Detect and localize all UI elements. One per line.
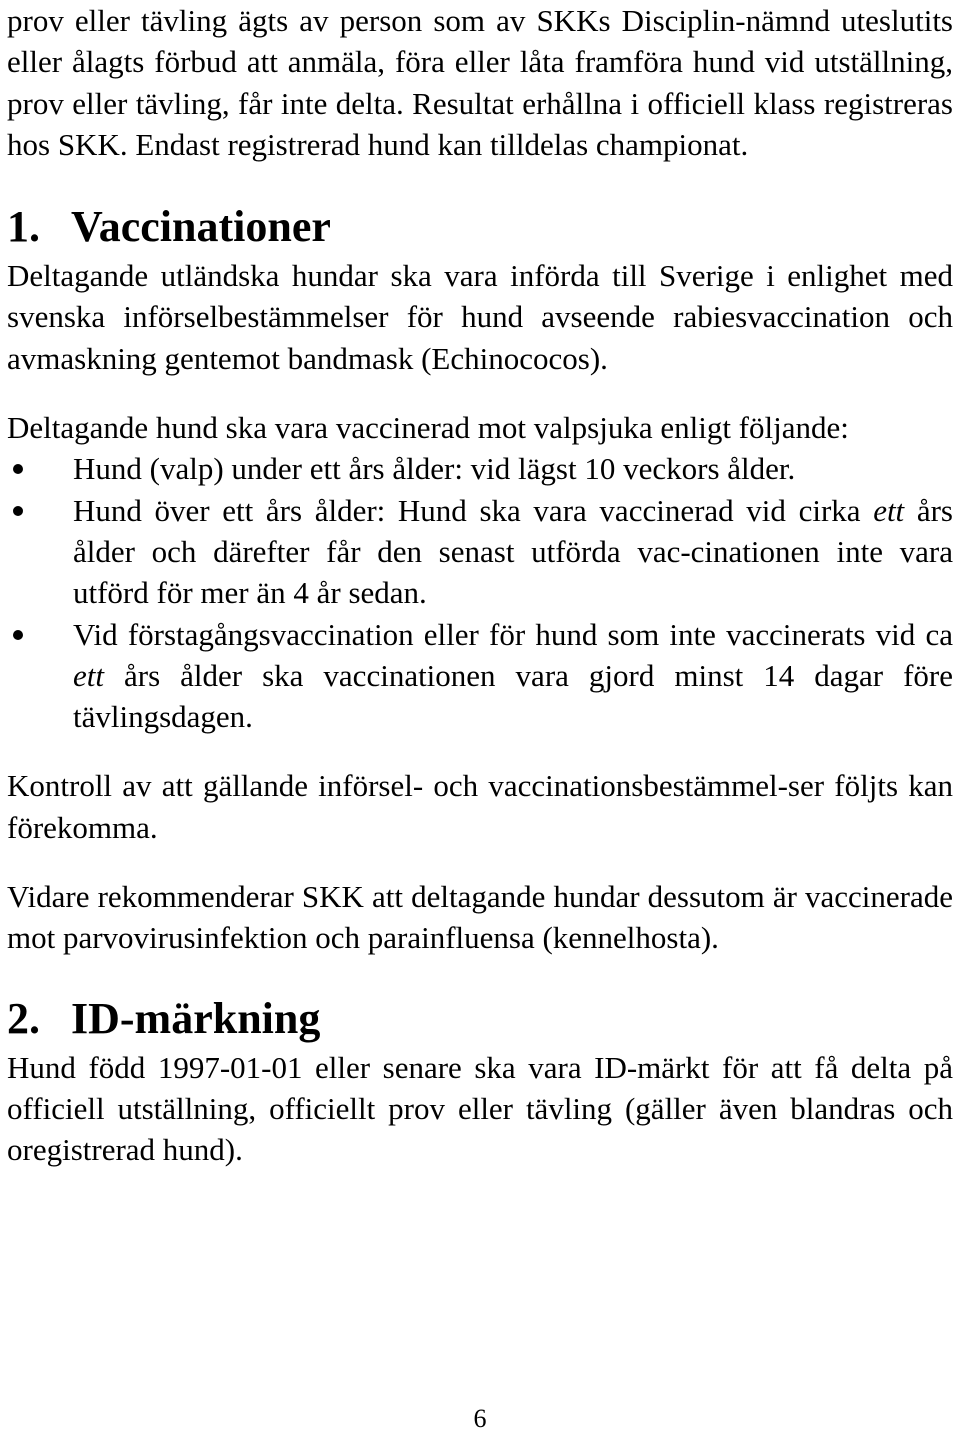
document-page: [7, 0, 953, 1171]
vaccination-import-paragraph: Deltagande utländska hundar ska vara införda till Sverige i enlighet med svenska införselbestämmelser för hund avseende rabiesvaccination och avmaskning gentemot bandmask (Echinococos).: [7, 258, 953, 376]
list-item-text: Hund (valp) under ett års ålder: vid lägst 10 veckors ålder.: [73, 451, 796, 487]
list-item-text-after: års ålder ska vaccinationen vara gjord minst 14 dagar före tävlingsdagen.: [73, 657, 953, 735]
list-item-text-before: Vid förstagångsvaccination eller för hund som inte vaccinerats vid ca: [73, 616, 953, 652]
list-item-text-after: års ålder och därefter får den senast utförda vac-cinationen inte vara utförd för mer än 4 år sedan.: [73, 492, 953, 611]
recommendation-paragraph: Vidare rekommenderar SKK att deltagande hundar dessutom är vaccinerade mot parvovirusinfektion och parainfluensa (kennelhosta).: [7, 879, 953, 956]
section-number: 2.: [7, 993, 40, 1043]
control-paragraph: Kontroll av att gällande införsel- och vaccinationsbestämmel-ser följts kan förekomma.: [7, 768, 953, 845]
section-title: ID-märkning: [71, 993, 321, 1043]
bullet-icon: [13, 630, 23, 640]
list-item: [7, 614, 953, 738]
vaccination-bullet-list: [7, 448, 953, 737]
list-item: [7, 448, 953, 489]
list-item: [7, 490, 953, 614]
page-number: 6: [473, 1404, 487, 1433]
list-item-text-before: Hund över ett års ålder: Hund ska vara vaccinerad vid cirka: [73, 492, 874, 528]
emphasis-text: ett: [873, 492, 905, 528]
section-heading-vaccinationer: [7, 201, 953, 253]
section-heading-id-markning: [7, 993, 953, 1045]
bullet-icon: [13, 464, 23, 474]
bullet-icon: [13, 506, 23, 516]
intro-paragraph: prov eller tävling ägts av person som av SKKs Disciplin-nämnd uteslutits eller ålagts förbud att anmäla, föra eller låta framföra hund vid utställning, prov eller tävling, får inte delta. Resultat erhållna i officiell klass registreras hos SKK. Endast registrerad hund kan tilldelas championat.: [7, 3, 953, 162]
section-number: 1.: [7, 202, 40, 252]
vaccination-requirement-paragraph: Deltagande hund ska vara vaccinerad mot valpsjuka enligt följande:: [7, 410, 849, 446]
id-marking-paragraph: Hund född 1997-01-01 eller senare ska vara ID-märkt för att få delta på officiell utställning, officiellt prov eller tävling (gäller även blandras och oregistrerad hund).: [7, 1049, 953, 1168]
emphasis-text: ett: [73, 657, 104, 693]
section-title: Vaccinationer: [71, 202, 331, 252]
